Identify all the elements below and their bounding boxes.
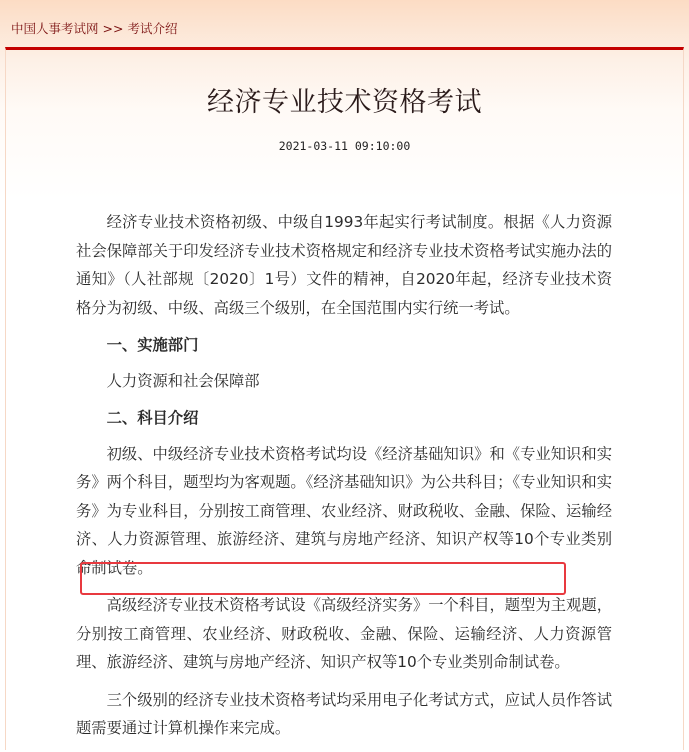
highlight-box (80, 562, 566, 595)
paragraph-subjects-senior: 高级经济专业技术资格考试设《高级经济实务》一个科目，题型为主观题，分别按工商管理、农业经济、财政税收、金融、保险、运输经济、人力资源管理、旅游经济、建筑与房地产经济、知识产权等10个专业类别命制试卷。 (76, 596, 612, 671)
breadcrumb-current-link[interactable]: 考试介绍 (127, 21, 178, 36)
article-body (76, 208, 612, 752)
paragraph-subjects-junior: 初级、中级经济专业技术资格考试均设《经济基础知识》和《专业知识和实务》两个科目，题型均为客观题。《经济基础知识》为公共科目；《专业知识和实务》为专业科目，分别按工商管理、农业经济、财政税收、金融、保险、运输经济、人力资源管理、旅游经济、建筑与房地产经济、知识产权等10个专业类别命制试卷。 (76, 444, 612, 577)
paragraph-exam-method: 三个级别的经济专业技术资格考试均采用电子化考试方式，应试人员作答试题需要通过计算机操作来完成。 (76, 690, 612, 737)
section-heading-subjects: 二、科目介绍 (106, 409, 199, 427)
publish-date: 2021-03-11 09:10:00 (278, 139, 411, 153)
page-title: 经济专业技术资格考试 (207, 87, 482, 118)
paragraph-department: 人力资源和社会保障部 (106, 371, 260, 390)
section-heading-department: 一、实施部门 (106, 336, 199, 354)
breadcrumb (11, 19, 177, 37)
breadcrumb-separator: >> (102, 21, 124, 36)
breadcrumb-home-link[interactable]: 中国人事考试网 (11, 21, 99, 36)
paragraph-intro: 经济专业技术资格初级、中级自1993年起实行考试制度。根据《人力资源社会保障部关于印发经济专业技术资格规定和经济专业技术资格考试实施办法的通知》（人社部规〔2020〕1号）文件的精神，自2020年起，经济专业技术资格分为初级、中级、高级三个级别，在全国范围内实行统一考试。 (76, 213, 612, 317)
